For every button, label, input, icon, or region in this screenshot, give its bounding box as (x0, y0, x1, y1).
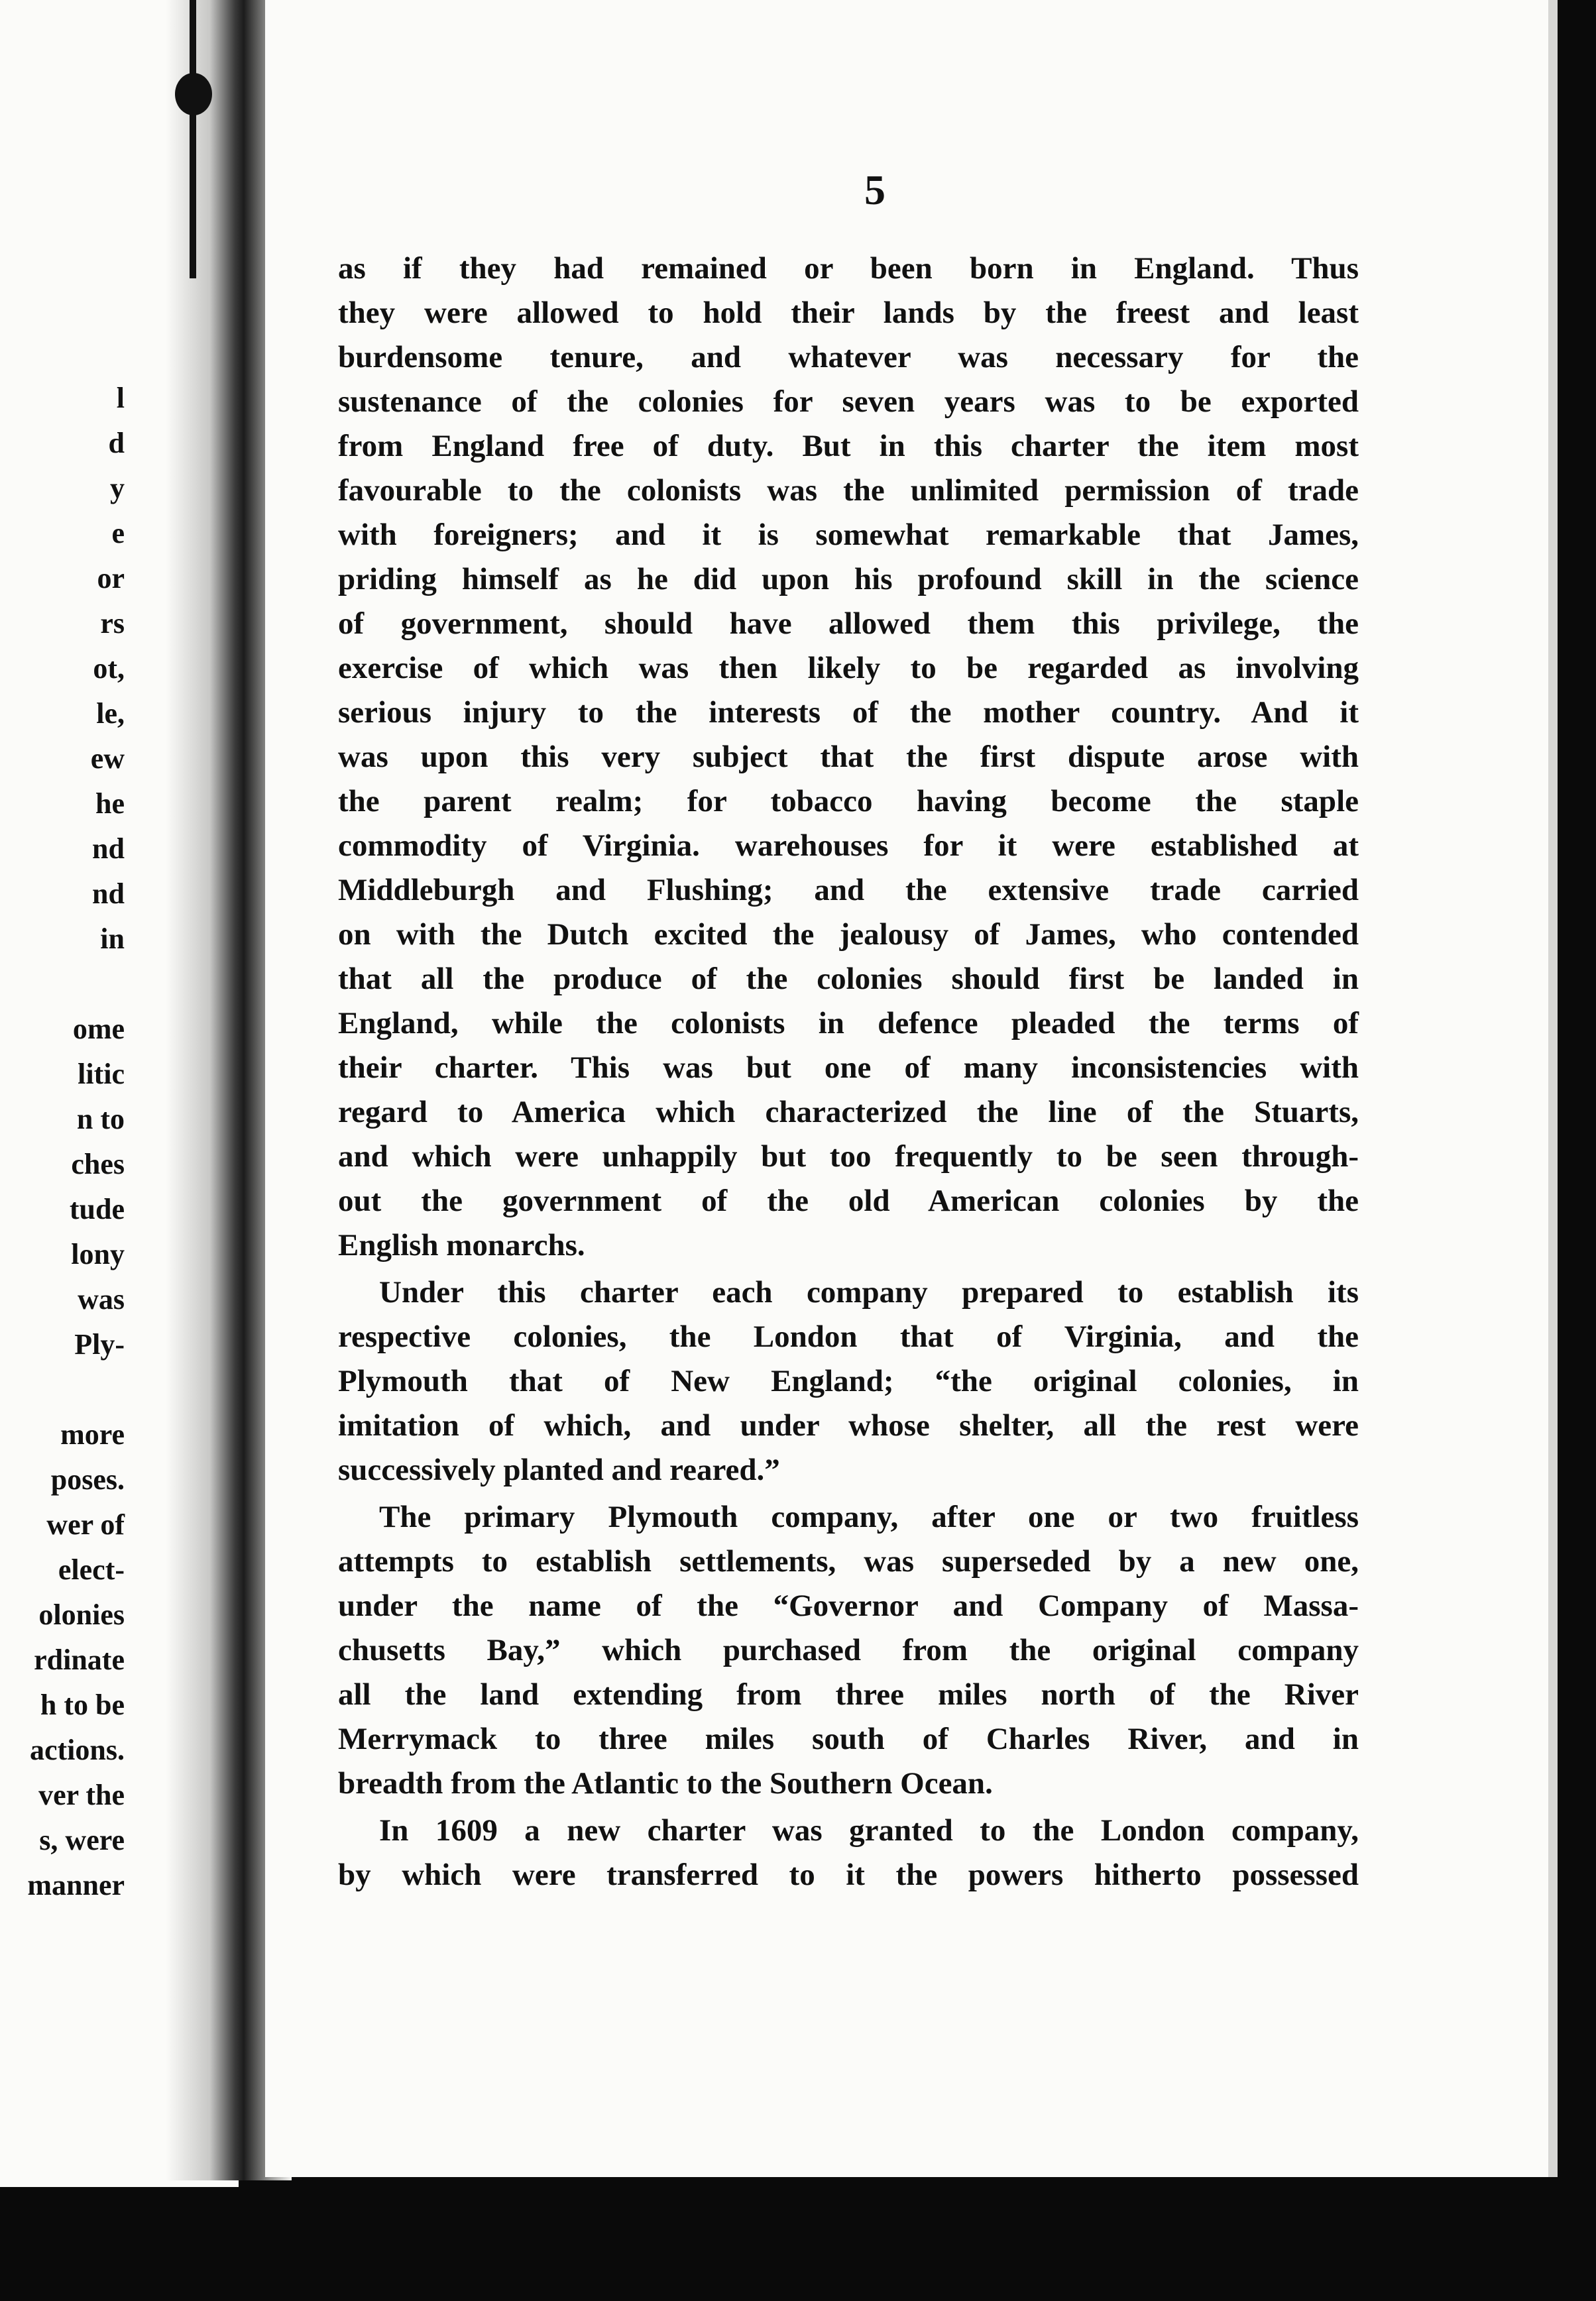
text-line: regard to America which characterized the line of the Stuarts, (338, 1095, 1359, 1129)
facing-page-line-fragment: wer of (46, 1508, 125, 1541)
text-line: all the land extending from three miles north of the River (338, 1677, 1359, 1712)
facing-page-line-fragment: ver the (38, 1779, 125, 1811)
facing-page-line-fragment: rdinate (34, 1644, 125, 1676)
text-line: as if they had remained or been born in England. Thus (338, 251, 1359, 286)
facing-page-line-fragment: le, (96, 697, 125, 730)
facing-page-line-fragment: more (60, 1418, 125, 1451)
text-line: from England free of duty. But in this charter the item most (338, 429, 1359, 463)
text-line: favourable to the colonists was the unlimited permission of trade (338, 473, 1359, 508)
text-line: they were allowed to hold their lands by the freest and least (338, 296, 1359, 330)
text-line: respective colonies, the London that of Virginia, and the (338, 1319, 1359, 1354)
text-line: out the government of the old American colonies by the (338, 1184, 1359, 1218)
text-line: Plymouth that of New England; “the original colonies, in (338, 1364, 1359, 1398)
text-line: exercise of which was then likely to be regarded as involving (338, 651, 1359, 685)
paragraph (338, 1809, 1359, 1897)
facing-page-line-fragment: elect- (58, 1553, 125, 1586)
facing-page-line-fragment: lony (71, 1238, 125, 1270)
text-line: attempts to establish settlements, was superseded by a new one, (338, 1544, 1359, 1579)
text-line: The primary Plymouth company, after one or two fruitless (379, 1500, 1359, 1534)
text-line: with foreigners; and it is somewhat remarkable that James, (338, 518, 1359, 552)
text-line: was upon this very subject that the first dispute arose with (338, 740, 1359, 774)
facing-page-line-fragment: manner (27, 1869, 125, 1901)
facing-page-line-fragment: ome (72, 1013, 125, 1045)
text-line: serious injury to the interests of the mother country. And it (338, 695, 1359, 730)
facing-page-line-fragment: rs (100, 607, 125, 640)
facing-page-line-fragment: s, were (39, 1824, 125, 1856)
page-number: 5 (864, 166, 885, 213)
facing-page-line-fragment: poses. (50, 1463, 125, 1496)
binding-thread-knot (175, 73, 212, 115)
text-line: under the name of the “Governor and Company of Massa- (338, 1589, 1359, 1623)
facing-page-line-fragment: litic (78, 1058, 125, 1090)
facing-page-line-fragment: e (111, 517, 125, 549)
text-line: that all the produce of the colonies should first be landed in (338, 962, 1359, 996)
facing-page-line-fragment: ew (90, 742, 125, 775)
facing-page-line-fragment: Ply- (74, 1328, 125, 1361)
facing-page-line-fragment: olonies (38, 1599, 125, 1631)
text-line: the parent realm; for tobacco having become the staple (338, 784, 1359, 818)
text-line: imitation of which, and under whose shelter, all the rest were (338, 1408, 1359, 1443)
paragraph (338, 1270, 1359, 1492)
text-line: their charter. This was but one of many inconsistencies with (338, 1050, 1359, 1085)
facing-page-line-fragment: he (95, 787, 125, 820)
facing-page-line-fragment: was (78, 1283, 125, 1316)
facing-page-line-fragment: d (108, 427, 125, 459)
text-line: In 1609 a new charter was granted to the London company, (379, 1813, 1359, 1848)
facing-page-line-fragment: ot, (93, 652, 125, 685)
paragraph (338, 1495, 1359, 1806)
text-line: English monarchs. (338, 1228, 585, 1263)
text-line: sustenance of the colonies for seven years was to be exported (338, 384, 1359, 419)
facing-page-line-fragment: or (97, 562, 125, 594)
facing-page-line-fragment: l (116, 382, 125, 414)
scan-bottom-border (0, 2187, 1596, 2301)
text-line: commodity of Virginia. warehouses for it were established at (338, 828, 1359, 863)
text-line: of government, should have allowed them this privilege, the (338, 606, 1359, 641)
text-line: successively planted and reared.” (338, 1453, 780, 1487)
facing-page-line-fragment: tude (69, 1193, 125, 1225)
page-body-text (338, 247, 1359, 1897)
text-line: England, while the colonists in defence pleaded the terms of (338, 1006, 1359, 1040)
text-line: burdensome tenure, and whatever was necessary for the (338, 340, 1359, 374)
text-line: Merrymack to three miles south of Charles River, and in (338, 1722, 1359, 1756)
text-line: on with the Dutch excited the jealousy of James, who contended (338, 917, 1359, 952)
facing-page-line-fragment: nd (92, 877, 125, 910)
facing-page-line-fragment: n to (76, 1103, 125, 1135)
facing-page-line-fragment: actions. (30, 1734, 125, 1766)
facing-page-line-fragment: nd (92, 832, 125, 865)
paragraph (338, 247, 1359, 1268)
text-line: priding himself as he did upon his profound skill in the science (338, 562, 1359, 596)
facing-page-line-fragment: h to be (40, 1689, 125, 1721)
text-line: Middleburgh and Flushing; and the extensive trade carried (338, 873, 1359, 907)
binding-thread (190, 0, 196, 278)
text-line: by which were transferred to it the powers hitherto possessed (338, 1858, 1359, 1892)
facing-page-line-fragment: in (100, 923, 125, 955)
text-line: chusetts Bay,” which purchased from the original company (338, 1633, 1359, 1667)
facing-page-line-fragment: ches (71, 1148, 125, 1180)
facing-page-line-fragment: y (110, 472, 125, 504)
text-line: and which were unhappily but too frequently to be seen through- (338, 1139, 1359, 1174)
text-line: breadth from the Atlantic to the Southern Ocean. (338, 1766, 993, 1801)
text-line: Under this charter each company prepared to establish its (379, 1275, 1359, 1310)
